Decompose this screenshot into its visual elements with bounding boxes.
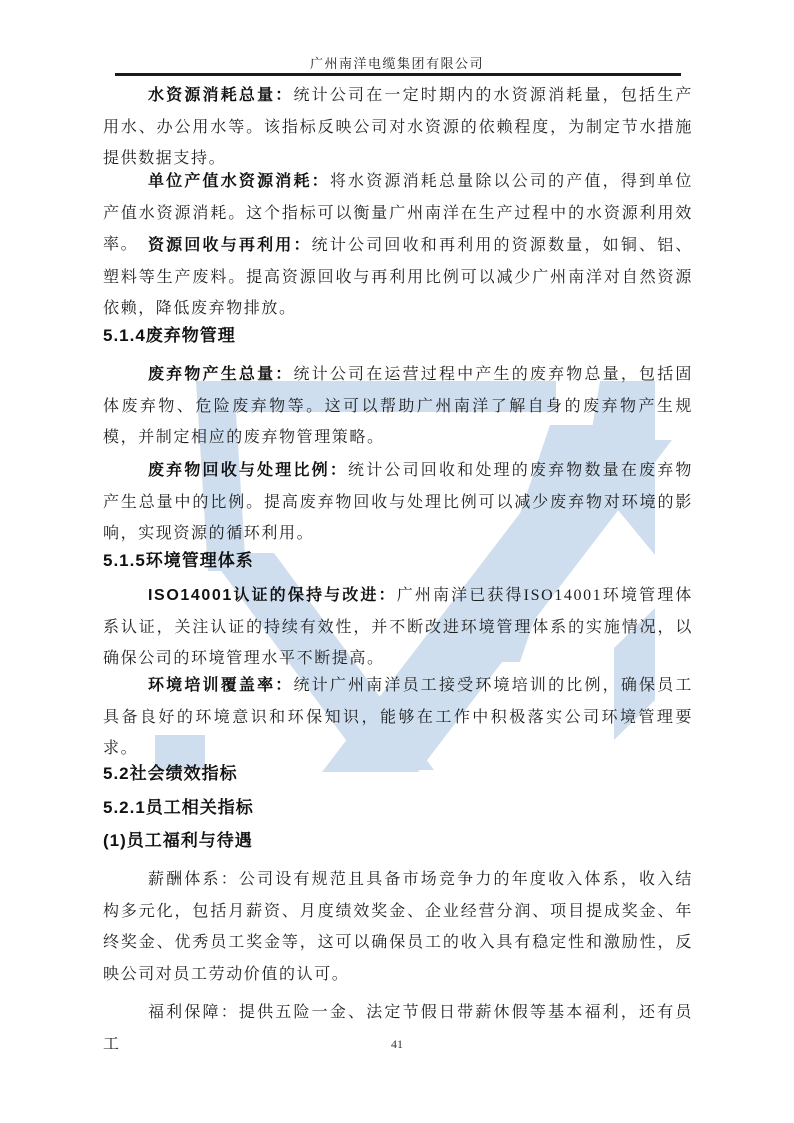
paragraph-text: 广州南洋已获得ISO14001环境管理体系认证，关注认证的持续有效性，并不断改进环境管理体系的实施情况，以确保公司的环境管理水平不断提高。 [103,587,693,667]
paragraph-text: 统计公司在运营过程中产生的废弃物总量，包括固体废弃物、危险废弃物等。这可以帮助广州南洋了解自身的废弃物产生规模，并制定相应的废弃物管理策略。 [103,366,693,446]
paragraph-label: 废弃物回收与处理比例： [148,462,349,479]
paragraph-text: 统计广州南洋员工接受环境培训的比例，确保员工具备良好的环境意识和环保知识，能够在工作中积极落实公司环境管理要求。 [103,677,693,757]
paragraph-resource-recycling [103,230,693,325]
paragraph-waste-recycle-ratio [103,455,693,550]
section-heading-social-performance: 5.2社会绩效指标 [103,764,238,783]
paragraph-label: 废弃物产生总量： [148,366,294,383]
section-heading-employee-indicators: 5.2.1员工相关指标 [103,798,254,817]
paragraph-text: 统计公司回收和处理的废弃物数量在废弃物产生总量中的比例。提高废弃物回收与处理比例可以减少废弃物对环境的影响，实现资源的循环利用。 [103,462,693,542]
page-number: 41 [391,1037,403,1051]
paragraph-text: 将水资源消耗总量除以公司的产值，得到单位产值水资源消耗。这个指标可以衡量广州南洋在生产过程中的水资源利用效率。 [103,173,693,253]
page-header-company-name: 广州南洋电缆集团有限公司 [309,56,484,71]
paragraph-environment-training [103,670,693,765]
paragraph-label: ISO14001认证的保持与改进： [148,587,397,604]
paragraph-iso14001 [103,580,693,675]
section-heading-waste-management: 5.1.4废弃物管理 [103,326,236,345]
paragraph-label: 环境培训覆盖率： [148,677,294,694]
paragraph-label: 资源回收与再利用： [148,237,312,254]
subsection-heading-employee-welfare: (1)员工福利与待遇 [103,831,253,850]
paragraph-label: 单位产值水资源消耗： [148,173,330,190]
section-heading-environment-system: 5.1.5环境管理体系 [103,551,254,570]
paragraph-text: 统计公司回收和再利用的资源数量，如铜、铝、塑料等生产废料。提高资源回收与再利用比例可以减少广州南洋对自然资源依赖，降低废弃物排放。 [103,237,693,317]
paragraph-welfare-guarantee: 福利保障：提供五险一金、法定节假日带薪休假等基本福利，还有员工 [103,1004,693,1053]
paragraph-waste-total [103,359,693,454]
paragraph-label: 水资源消耗总量： [148,87,294,104]
paragraph-text: 统计公司在一定时期内的水资源消耗量，包括生产用水、办公用水等。该指标反映公司对水资源的依赖程度，为制定节水措施提供数据支持。 [103,87,693,167]
paragraph-water-consumption [103,80,693,175]
header-divider [115,73,681,76]
paragraph-salary-system: 薪酬体系：公司设有规范且具备市场竞争力的年度收入体系，收入结构多元化，包括月薪资、月度绩效奖金、企业经营分润、项目提成奖金、年终奖金、优秀员工奖金等，这可以确保员工的收入具有稳定性和激励性，反映公司对员工劳动价值的认可。 [103,871,693,983]
